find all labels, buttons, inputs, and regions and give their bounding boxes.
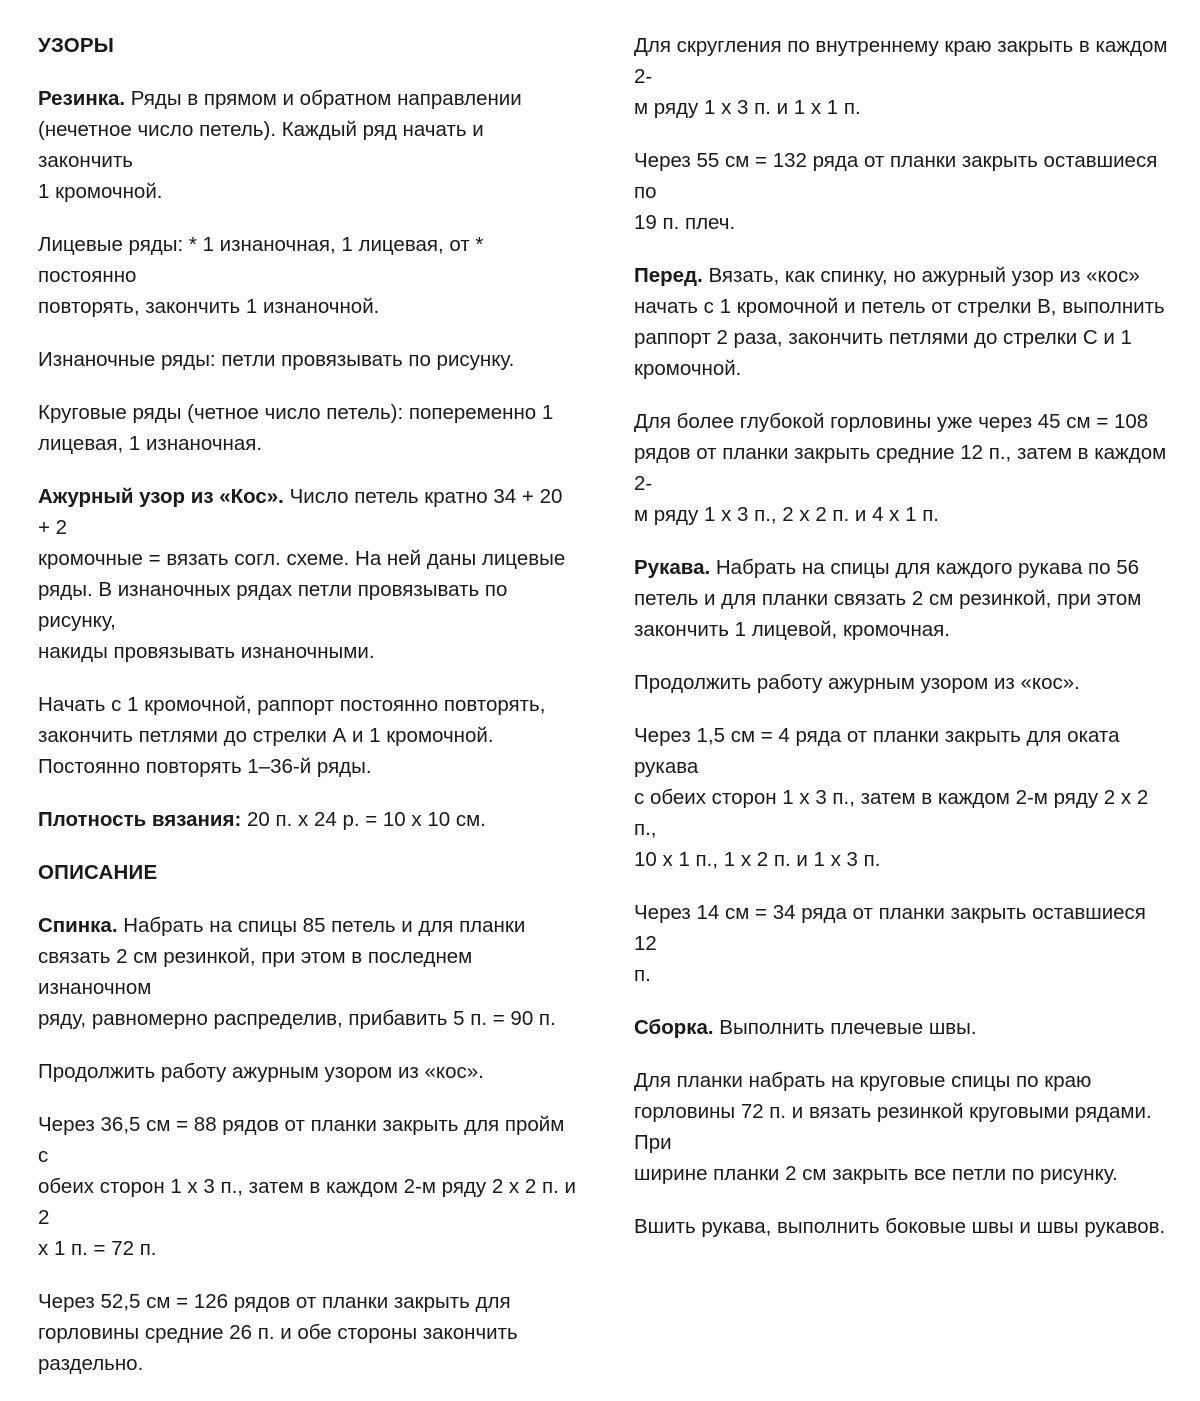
armholes-paragraph: Через 36,5 см = 88 рядов от планки закрыть для пройм с обеих сторон 1 х 3 п., затем в каждом 2-м ряду 2 х 2 п. и 2 х 1 п. = 72 п. — [38, 1113, 576, 1260]
back-lead: Спинка. — [38, 914, 118, 937]
round-rows-paragraph: Круговые ряды (четное число петель): попеременно 1 лицевая, 1 изнаночная. — [38, 401, 554, 455]
deep-neck-paragraph: Для более глубокой горловины уже через 45 см = 108 рядов от планки закрыть средние 12 п., затем в каждом 2- м ряду 1 х 3 п., 2 х 2 п. и 4 х 1 п. — [634, 410, 1167, 526]
front-lead: Перед. — [634, 264, 703, 287]
sleeves-text: Набрать на спицы для каждого рукава по 56 петель и для планки связать 2 см резинкой, при этом закончить 1 лицевой, кромочная. — [634, 556, 1142, 641]
front-rows-paragraph: Лицевые ряды: * 1 изнаночная, 1 лицевая, от * постоянно повторять, закончить 1 изнаночной. — [38, 233, 484, 318]
sleeves-paragraph — [634, 552, 1169, 645]
heading-patterns: УЗОРЫ — [38, 34, 115, 57]
sleeves-lead: Рукава. — [634, 556, 711, 579]
assembly-text: Выполнить плечевые швы. — [713, 1016, 977, 1039]
sleeve-continue-paragraph: Продолжить работу ажурным узором из «кос». — [634, 671, 1080, 694]
rib-text: Ряды в прямом и обратном направлении (нечетное число петель). Каждый ряд начать и закончить 1 кромочной. — [38, 87, 522, 203]
front-text: Вязать, как спинку, но ажурный узор из «кос» начать с 1 кромочной и петель от стрелки В, выполнить раппорт 2 раза, закончить петлями до стрелки С и 1 кромочной. — [634, 264, 1165, 380]
heading-description: ОПИСАНИЕ — [38, 861, 158, 884]
openwork-lead: Ажурный узор из «Кос». — [38, 485, 284, 508]
back-paragraph — [38, 910, 578, 1034]
rib-lead: Резинка. — [38, 87, 126, 110]
left-column — [38, 30, 578, 1401]
collar-paragraph: Для планки набрать на круговые спицы по краю горловины 72 п. и вязать резинкой круговыми рядами. При ширине планки 2 см закрыть все петли по рисунку. — [634, 1069, 1152, 1185]
finish-paragraph: Вшить рукава, выполнить боковые швы и швы рукавов. — [634, 1215, 1166, 1238]
start-paragraph: Начать с 1 кромочной, раппорт постоянно повторять, закончить петлями до стрелки А и 1 кромочной. Постоянно повторять 1–36-й ряды. — [38, 693, 546, 778]
rounding-paragraph: Для скругления по внутреннему краю закрыть в каждом 2- м ряду 1 х 3 п. и 1 х 1 п. — [634, 34, 1168, 119]
openwork-paragraph — [38, 481, 578, 667]
gauge-text: 20 п. х 24 р. = 10 х 10 см. — [241, 808, 486, 831]
openwork-text: Число петель кратно 34 + 20 + 2 кромочные = вязать согл. схеме. На ней даны лицевые ряды. В изнаночных рядах петли провязывать по рисунку, накиды провязывать изнаночными. — [38, 485, 566, 663]
back-rows-paragraph: Изнаночные ряды: петли провязывать по рисунку. — [38, 348, 515, 371]
gauge-paragraph — [38, 804, 578, 835]
neckline-paragraph: Через 52,5 см = 126 рядов от планки закрыть для горловины средние 26 п. и обе стороны закончить раздельно. — [38, 1290, 518, 1375]
assembly-paragraph — [634, 1012, 1169, 1043]
front-paragraph — [634, 260, 1169, 384]
gauge-lead: Плотность вязания: — [38, 808, 242, 831]
assembly-lead: Сборка. — [634, 1016, 714, 1039]
sleeve-cap-paragraph: Через 1,5 см = 4 ряда от планки закрыть для оката рукава с обеих сторон 1 х 3 п., затем в каждом 2-м ряду 2 х 2 п., 10 х 1 п., 1 х 2 п. и 1 х 3 п. — [634, 724, 1149, 871]
back-text: Набрать на спицы 85 петель и для планки связать 2 см резинкой, при этом в последнем изнаночном ряду, равномерно распределив, прибавить 5 п. = 90 п. — [38, 914, 556, 1030]
right-column — [634, 30, 1169, 1264]
shoulders-paragraph: Через 55 см = 132 ряда от планки закрыть оставшиеся по 19 п. плеч. — [634, 149, 1158, 234]
back-continue-paragraph: Продолжить работу ажурным узором из «кос». — [38, 1060, 484, 1083]
rib-paragraph — [38, 83, 578, 207]
sleeve-end-paragraph: Через 14 см = 34 ряда от планки закрыть оставшиеся 12 п. — [634, 901, 1146, 986]
